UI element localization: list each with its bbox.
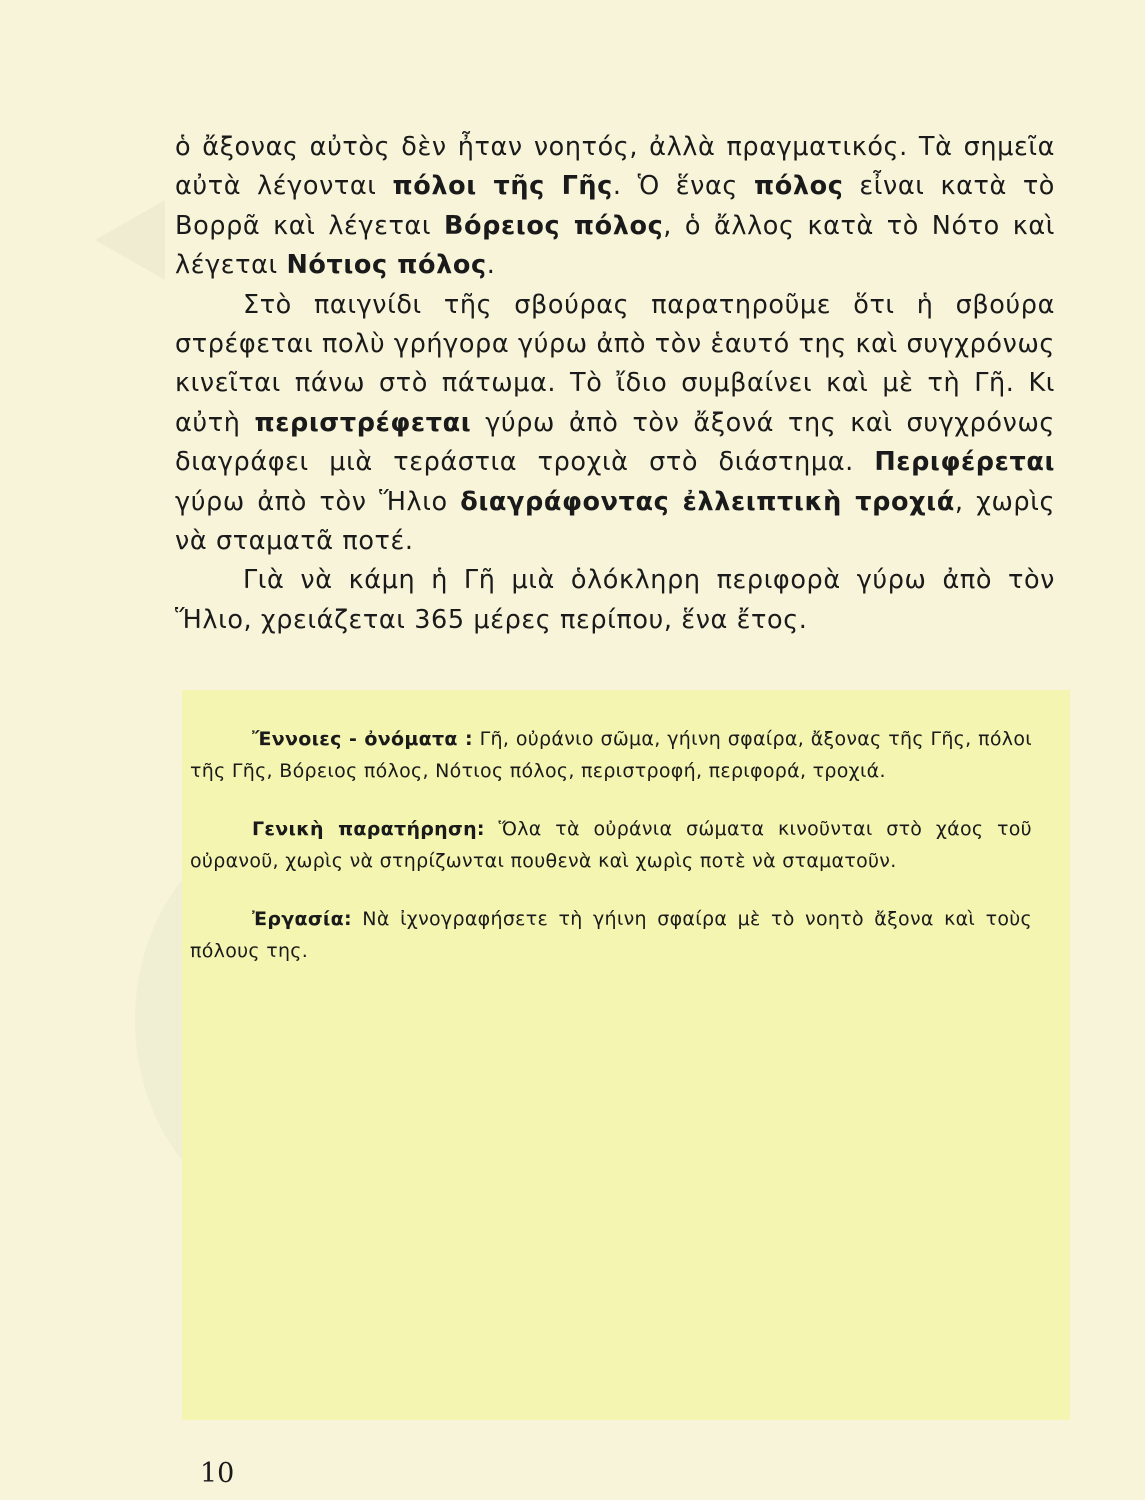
summary-panel <box>182 690 1070 1420</box>
summary-panel-content <box>190 723 1032 993</box>
page-number: 10 <box>200 1458 235 1489</box>
task-label: Ἐργασία: <box>252 908 352 930</box>
paragraph-1: ὁ ἄξονας αὐτὸς δὲν ἦταν νοητός, ἀλλὰ πραγματικός. Τὰ σημεῖα αὐτὰ λέγονται πόλοι τῆς Γῆς. Ὁ ἕνας πόλος εἶναι κατὰ τὸ Βορρᾶ καὶ λέγεται Βόρειος πόλος, ὁ ἄλλος κατὰ τὸ Νότο καὶ λέγεται Νότιος πόλος. <box>175 132 1055 281</box>
paragraph-2: Στὸ παιγνίδι τῆς σβούρας παρατηροῦμε ὅτι ἡ σβούρα στρέφεται πολὺ γρήγορα γύρω ἀπὸ τὸν ἑαυτό της καὶ συγχρόνως κινεῖται πάνω στὸ πάτωμα. Τὸ ἴδιο συμβαίνει καὶ μὲ τὴ Γῆ. Κι αὐτὴ περιστρέφεται γύρω ἀπὸ τὸν ἄξονά της καὶ συγχρόνως διαγράφει μιὰ τεράστια τροχιὰ στὸ διάστημα. Περιφέρεται γύρω ἀπὸ τὸν Ἥλιο διαγράφοντας ἐλλειπτικὴ τροχιά, χωρὶς νὰ σταματᾶ ποτέ. <box>175 289 1056 557</box>
paragraph-3: Γιὰ νὰ κάμη ἡ Γῆ μιὰ ὁλόκληρη περιφορὰ γύρω ἀπὸ τὸν Ἥλιο, χρειάζεται 365 μέρες περίπου, ἕνα ἔτος. <box>175 565 1055 635</box>
concepts-label: Ἔννοιες - ὀνόματα : <box>252 728 473 750</box>
faded-background-shape <box>95 200 165 280</box>
observation-note: Γενικὴ παρατήρηση: Ὅλα τὰ οὐράνια σώματα κινοῦνται στὸ χάος τοῦ οὐρανοῦ, χωρὶς νὰ στηρίζωνται πουθενὰ καὶ χωρὶς ποτὲ νὰ σταματοῦν. <box>190 818 1032 872</box>
task-note: Ἐργασία: Νὰ ἰχνογραφήσετε τὴ γήινη σφαίρα μὲ τὸ νοητὸ ἄξονα καὶ τοὺς πόλους της. <box>190 908 1032 962</box>
observation-label: Γενικὴ παρατήρηση: <box>252 818 485 840</box>
main-text <box>175 128 1055 640</box>
concepts-note: Ἔννοιες - ὀνόματα : Γῆ, οὐράνιο σῶμα, γήινη σφαίρα, ἄξονας τῆς Γῆς, πόλοι τῆς Γῆς, Βόρειος πόλος, Νότιος πόλος, περιστροφή, περιφορά, τροχιά. <box>190 728 1033 782</box>
